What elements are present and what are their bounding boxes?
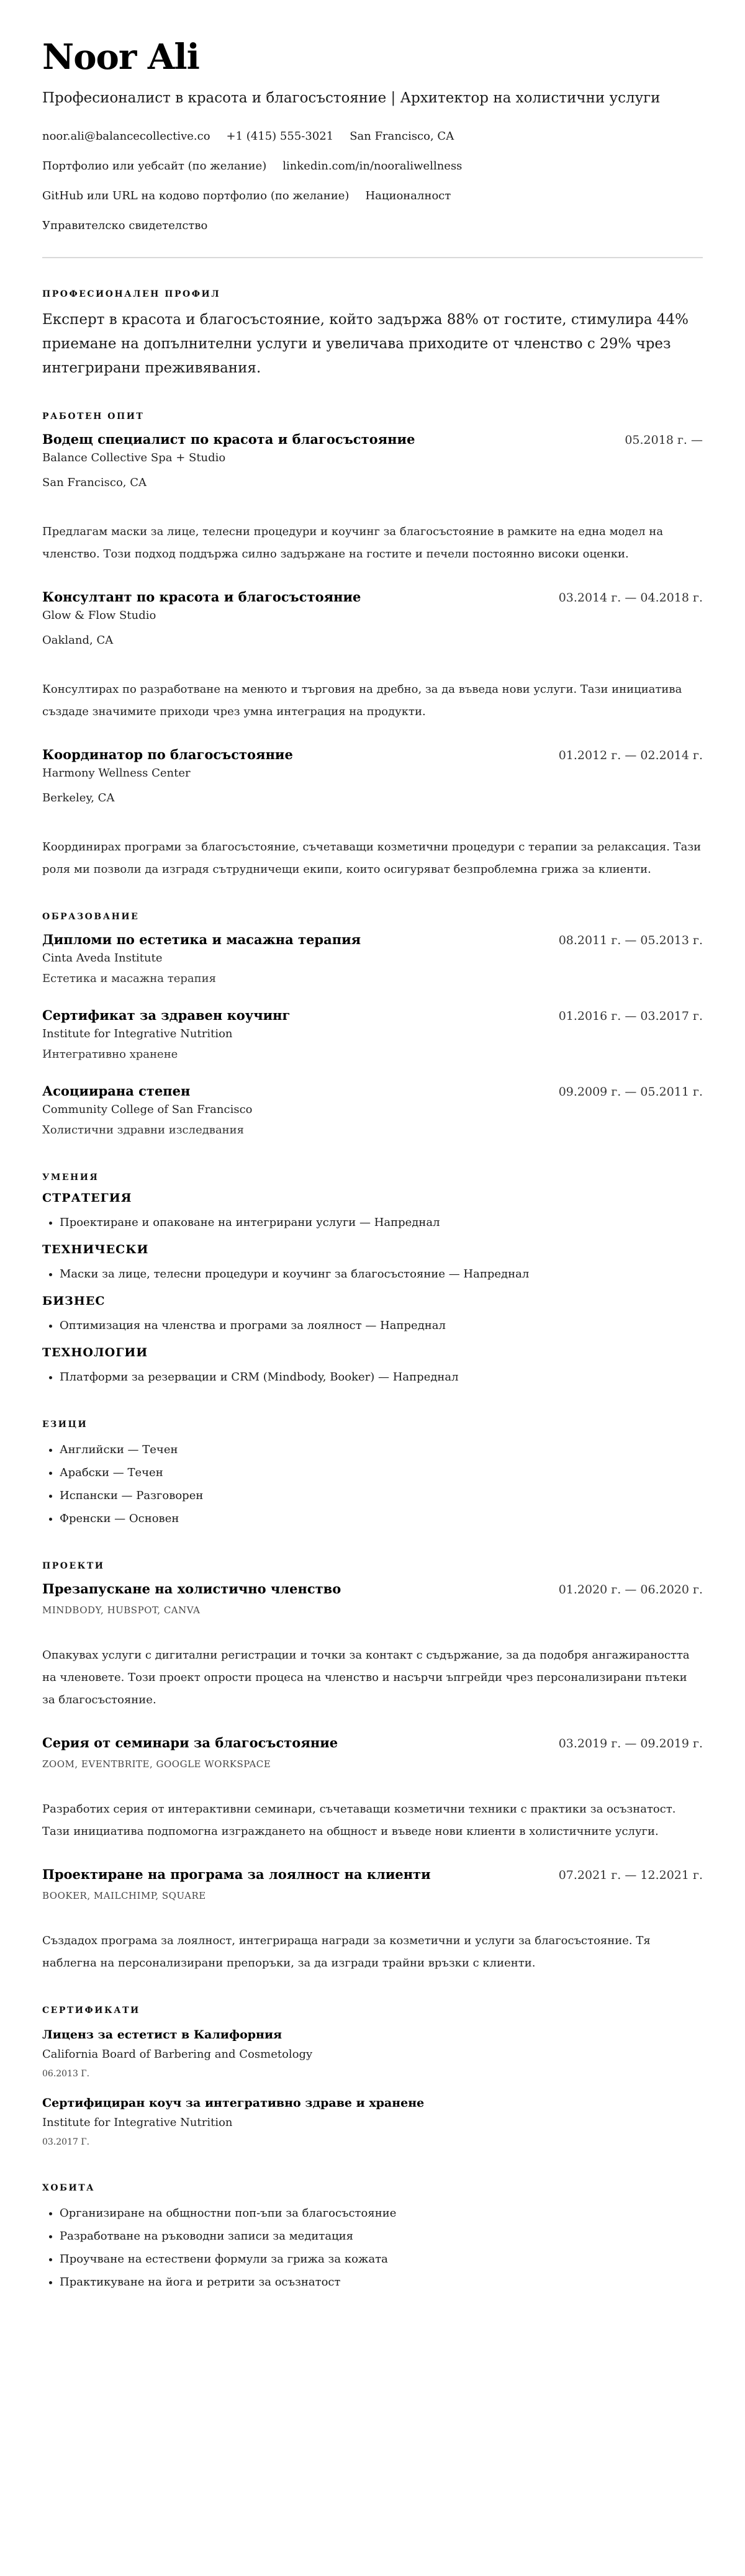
institution-name: Community College of San Francisco	[42, 1103, 253, 1116]
skill-item: • Маски за лице, телесни процедури и коучинг за благосъстояние — Напреднал	[60, 1263, 703, 1286]
projects-list	[42, 1580, 703, 1975]
job-title: Водещ специалист по красота и благосъстояние	[42, 431, 415, 447]
certifications-section	[42, 2006, 703, 2152]
language-item: • Испански — Разговорен	[60, 1484, 703, 1507]
contact-row	[42, 151, 703, 181]
section-heading: УМЕНИЯ	[42, 1173, 99, 1182]
education-item	[42, 930, 703, 990]
job-title: Координатор по благосъстояние	[42, 747, 293, 762]
contact-item: San Francisco, CA	[350, 130, 454, 143]
project-description: Създадох програма за лоялност, интегрираща награди за козметични и услуги за благосъстояние. Тя наблегна на персонализирани препоръки, за да изгради трайни връзки с клиенти.	[42, 1934, 651, 1970]
contact-row	[42, 122, 703, 151]
hobby-item: • Организиране на общностни поп-ъпи за благосъстояние	[60, 2202, 703, 2225]
language-item: • Френски — Основен	[60, 1507, 703, 1530]
contact-item: linkedin.com/in/nooraliwellness	[282, 160, 463, 173]
education-dates: 09.2009 г. — 05.2011 г.	[558, 1085, 703, 1099]
experience-header	[42, 588, 703, 606]
skill-category-title: ТЕХНОЛОГИИ	[42, 1346, 148, 1359]
project-header	[42, 1734, 703, 1752]
contact-item: Портфолио или уебсайт (по желание)	[42, 160, 267, 173]
contact-item: Управителско свидетелство	[42, 219, 208, 232]
job-description: Предлагам маски за лице, телесни процедури и коучинг за благосъстояние в рамките на една модел на членство. Този подход поддържа силно задържане на гостите и печели постоянно високи оценки.	[42, 525, 664, 561]
contact-row	[42, 181, 703, 211]
contact-item: Националност	[365, 189, 451, 202]
institution-name: Institute for Integrative Nutrition	[42, 1027, 233, 1040]
section-heading: РАБОТЕН ОПИТ	[42, 412, 145, 421]
project-technologies: MINDBODY, HUBSPOT, CANVA	[42, 1605, 201, 1616]
project-item	[42, 1580, 703, 1711]
skills-list	[42, 1191, 703, 1389]
job-dates: 05.2018 г. —	[625, 433, 703, 447]
hobbies-section	[42, 2183, 703, 2294]
certification-date: 03.2017 Г.	[42, 2137, 90, 2147]
profile-summary: Експерт в красота и благосъстояние, който задържа 88% от гостите, стимулира 44% приемане на допълнителни услуги и увеличава приходите от членство с 29% чрез интегрирани преживявания.	[42, 312, 689, 376]
project-description: Разработих серия от интерактивни семинари, съчетаващи козметични техники с практики за осъзнатост. Тази инициатива подпомогна изграждането на общност и въведе нови клиенти в холистичните услуги.	[42, 1803, 676, 1838]
project-item	[42, 1734, 703, 1843]
certification-issuer: Institute for Integrative Nutrition	[42, 2116, 233, 2129]
certification-date: 06.2013 Г.	[42, 2069, 90, 2079]
education-header	[42, 1006, 703, 1025]
skills-section	[42, 1173, 703, 1389]
skill-list	[42, 1263, 703, 1286]
job-location: Oakland, CA	[42, 634, 114, 647]
contact-item: +1 (415) 555-3021	[226, 130, 334, 143]
contact-item: noor.ali@balancecollective.co	[42, 130, 210, 143]
projects-section	[42, 1561, 703, 1975]
job-dates: 01.2012 г. — 02.2014 г.	[558, 749, 703, 762]
certifications-list	[42, 2024, 703, 2152]
language-item: • Арабски — Течен	[60, 1461, 703, 1484]
experience-item	[42, 430, 703, 565]
experience-header	[42, 745, 703, 764]
project-header	[42, 1865, 703, 1884]
job-location: San Francisco, CA	[42, 476, 147, 489]
experience-list	[42, 430, 703, 881]
profile-section	[42, 289, 703, 381]
certification-item	[42, 2092, 703, 2152]
education-item	[42, 1006, 703, 1066]
skill-list	[42, 1366, 703, 1389]
project-dates: 01.2020 г. — 06.2020 г.	[558, 1583, 703, 1596]
job-location: Berkeley, CA	[42, 791, 115, 804]
job-description: Консултирах по разработване на менюто и търговия на дребно, за да въведа нови услуги. Тази инициатива създаде значимите приходи чрез умна интеграция на продукти.	[42, 683, 682, 718]
field-of-study: Холистични здравни изследвания	[42, 1124, 245, 1137]
company-name: Harmony Wellness Center	[42, 767, 191, 780]
degree-title: Дипломи по естетика и масажна терапия	[42, 932, 361, 947]
project-header	[42, 1580, 703, 1598]
project-dates: 07.2021 г. — 12.2021 г.	[558, 1868, 703, 1882]
field-of-study: Интегративно хранене	[42, 1048, 178, 1061]
education-dates: 01.2016 г. — 03.2017 г.	[558, 1009, 703, 1023]
project-title: Проектиране на програма за лоялност на клиенти	[42, 1867, 431, 1882]
experience-header	[42, 430, 703, 449]
field-of-study: Естетика и масажна терапия	[42, 972, 216, 985]
company-name: Glow & Flow Studio	[42, 609, 156, 622]
section-heading: ПРОФЕСИОНАЛЕН ПРОФИЛ	[42, 289, 221, 299]
skill-category-title: ТЕХНИЧЕСКИ	[42, 1243, 149, 1256]
education-header	[42, 1082, 703, 1101]
skill-item: • Проектиране и опаковане на интегрирани услуги — Напреднал	[60, 1211, 703, 1234]
skill-list	[42, 1211, 703, 1234]
job-description: Координирах програми за благосъстояние, съчетаващи козметични процедури с терапии за релаксация. Тази роля ми позволи да изградя сътрудничещи екипи, които осигуряват безпроблемна грижа за клиенти.	[42, 840, 702, 876]
skill-item: • Платформи за резервации и CRM (Mindbody, Booker) — Напреднал	[60, 1366, 703, 1389]
project-dates: 03.2019 г. — 09.2019 г.	[558, 1737, 703, 1750]
project-title: Серия от семинари за благосъстояние	[42, 1735, 338, 1750]
education-dates: 08.2011 г. — 05.2013 г.	[558, 934, 703, 947]
project-technologies: ZOOM, EVENTBRITE, GOOGLE WORKSPACE	[42, 1759, 271, 1770]
header-divider	[42, 257, 703, 258]
section-heading: ПРОЕКТИ	[42, 1561, 105, 1571]
hobby-item: • Практикуване на йога и ретрити за осъзнатост	[60, 2271, 703, 2294]
institution-name: Cinta Aveda Institute	[42, 952, 163, 965]
certification-title: Сертифициран коуч за интегративно здраве и хранене	[42, 2096, 425, 2110]
languages-list	[42, 1438, 703, 1530]
section-heading: ХОБИТА	[42, 2183, 96, 2193]
job-dates: 03.2014 г. — 04.2018 г.	[558, 591, 703, 605]
hobby-item: • Проучване на естествени формули за грижа за кожата	[60, 2248, 703, 2271]
education-section	[42, 912, 703, 1142]
project-technologies: BOOKER, MAILCHIMP, SQUARE	[42, 1890, 206, 1901]
section-heading: СЕРТИФИКАТИ	[42, 2006, 140, 2015]
company-name: Balance Collective Spa + Studio	[42, 451, 226, 464]
resume-header	[42, 32, 703, 241]
experience-section	[42, 412, 703, 881]
section-heading: ОБРАЗОВАНИЕ	[42, 912, 140, 922]
degree-title: Асоциирана степен	[42, 1083, 191, 1099]
hobby-item: • Разработване на ръководни записи за медитация	[60, 2225, 703, 2248]
certification-issuer: California Board of Barbering and Cosmetology	[42, 2048, 313, 2061]
degree-title: Сертификат за здравен коучинг	[42, 1007, 291, 1023]
contact-info	[42, 122, 703, 241]
skill-category-title: БИЗНЕС	[42, 1294, 106, 1308]
project-item	[42, 1865, 703, 1975]
language-item: • Английски — Течен	[60, 1438, 703, 1461]
project-description: Опакувах услуги с дигитални регистрации и точки за контакт с съдържание, за да подобря ангажираността на членовете. Този проект опрости процеса на членство и насърчи ъпгрейди чрез персонализирани пътеки за благосъстояние.	[42, 1649, 690, 1706]
skill-list	[42, 1314, 703, 1337]
candidate-headline: Професионалист в красота и благосъстояние | Архитектор на холистични услуги	[42, 90, 661, 106]
project-title: Презапускане на холистично членство	[42, 1581, 341, 1596]
certification-title: Лиценз за естетист в Калифорния	[42, 2028, 282, 2042]
education-list	[42, 930, 703, 1142]
contact-row	[42, 211, 703, 241]
job-title: Консултант по красота и благосъстояние	[42, 589, 361, 605]
skill-category-title: СТРАТЕГИЯ	[42, 1191, 132, 1205]
education-item	[42, 1082, 703, 1142]
experience-item	[42, 745, 703, 881]
hobbies-list	[42, 2202, 703, 2294]
experience-item	[42, 588, 703, 723]
skill-item: • Оптимизация на членства и програми за лоялност — Напреднал	[60, 1314, 703, 1337]
candidate-name: Noor Ali	[42, 37, 199, 78]
section-heading: ЕЗИЦИ	[42, 1420, 88, 1430]
certification-item	[42, 2024, 703, 2084]
contact-item: GitHub или URL на кодово портфолио (по желание)	[42, 189, 350, 202]
languages-section	[42, 1420, 703, 1530]
education-header	[42, 930, 703, 949]
